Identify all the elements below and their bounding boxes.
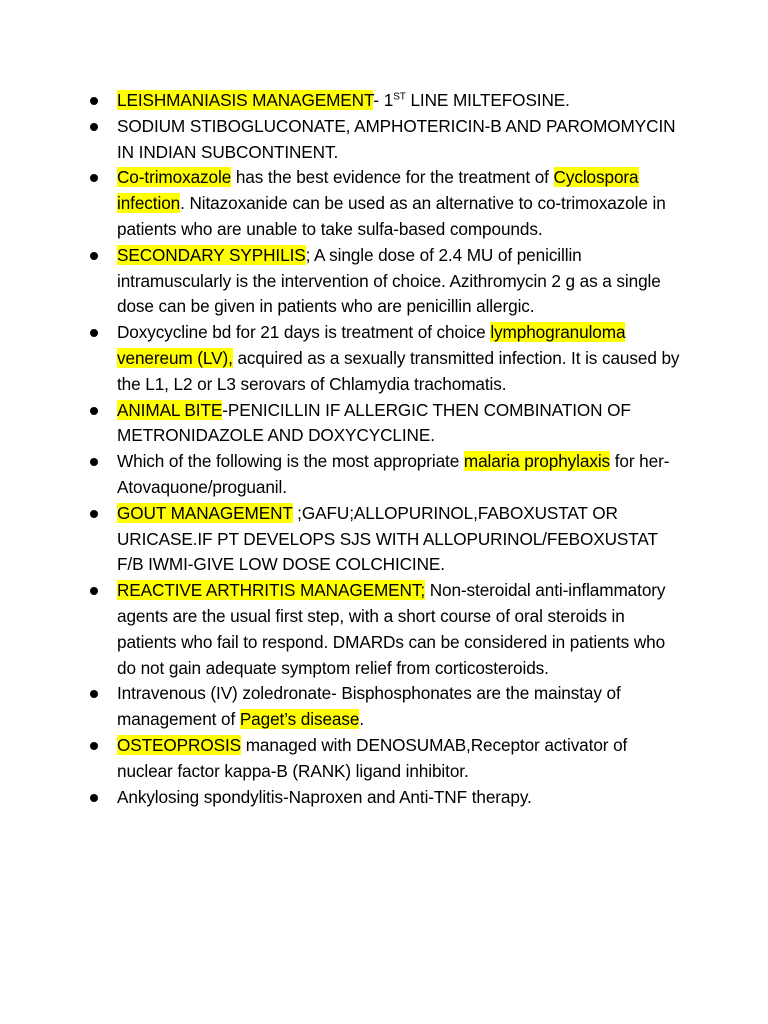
bullet-icon (90, 690, 98, 698)
bullet-icon (90, 97, 98, 105)
bullet-icon (90, 252, 98, 260)
list-item (80, 114, 680, 166)
bullet-list (80, 88, 680, 810)
superscript-text: ST (393, 91, 406, 103)
bullet-icon (90, 174, 98, 182)
bullet-icon (90, 329, 98, 337)
item-text: managed with DENOSUMAB,Receptor activator of nuclear factor kappa-B (RANK) ligand inhibitor. (117, 734, 628, 781)
item-text: -PENICILLIN IF ALLERGIC THEN COMBINATION OF METRONIDAZOLE AND DOXYCYCLINE. (117, 399, 631, 446)
item-text: acquired as a sexually transmitted infection. It is caused by the L1, L2 or L3 serovars of Chlamydia trachomatis. (117, 347, 680, 394)
item-text: LINE MILTEFOSINE. (405, 90, 570, 110)
item-text: . (359, 709, 365, 730)
list-item (80, 785, 680, 811)
list-item (80, 243, 680, 320)
item-text: Doxycycline bd for 21 days is treatment of choice (117, 322, 491, 343)
bullet-icon (90, 510, 98, 518)
item-text: has the best evidence for the treatment of (231, 167, 554, 188)
bullet-icon (90, 742, 98, 750)
list-item (80, 681, 680, 733)
bullet-icon (90, 794, 98, 802)
bullet-icon (90, 458, 98, 466)
list-item (80, 88, 680, 114)
highlighted-term: GOUT MANAGEMENT (117, 502, 293, 523)
item-text: - 1 (373, 90, 394, 110)
list-item (80, 501, 680, 578)
bullet-icon (90, 123, 98, 131)
item-text: ; A single dose of 2.4 MU of penicillin intramuscularly is the intervention of choice. Azithromycin 2 g as a single dose can be given in patients who are penicillin allergic. (117, 244, 661, 317)
list-item (80, 165, 680, 242)
highlighted-term: SECONDARY SYPHILIS (117, 244, 306, 265)
item-text: Which of the following is the most appropriate (117, 451, 464, 472)
highlighted-term: ANIMAL BITE (117, 399, 223, 420)
item-text: Intravenous (IV) zoledronate- Bisphosphonates are the mainstay of management of (117, 683, 621, 730)
item-text: SODIUM STIBOGLUCONATE, AMPHOTERICIN-B AND PAROMOMYCIN IN INDIAN SUBCONTINENT. (117, 115, 676, 162)
list-item (80, 320, 680, 397)
bullet-icon (90, 407, 98, 415)
item-text: ;GAFU;ALLOPURINOL,FABOXUSTAT OR URICASE.IF PT DEVELOPS SJS WITH ALLOPURINOL/FEBOXUSTAT F/B IWMI-GIVE LOW DOSE COLCHICINE. (117, 502, 658, 575)
list-item (80, 398, 680, 450)
list-item (80, 449, 680, 501)
highlighted-term: malaria prophylaxis (463, 451, 611, 472)
item-text: Non-steroidal anti-inflammatory agents are the usual first step, with a short course of oral steroids in patients who fail to respond. DMARDs can be considered in patients who do not gain adequate symptom relief from corticosteroids. (117, 580, 666, 678)
highlighted-term: OSTEOPROSIS (117, 734, 242, 755)
highlighted-term: LEISHMANIASIS MANAGEMENT (117, 90, 374, 110)
highlighted-term: lymphogranuloma venereum (LV), (117, 322, 626, 368)
highlighted-term: REACTIVE ARTHRITIS MANAGEMENT; (117, 580, 426, 601)
item-text: for her-Atovaquone/proguanil. (117, 451, 670, 497)
highlighted-term: Cyclospora infection (117, 167, 639, 214)
bullet-icon (90, 587, 98, 595)
item-text: Ankylosing spondylitis-Naproxen and Anti-TNF therapy. (117, 786, 532, 807)
list-item (80, 733, 680, 785)
highlighted-term: Co-trimoxazole (117, 167, 232, 188)
item-text: . Nitazoxanide can be used as an alternative to co-trimoxazole in patients who are unable to take sulfa-based compounds. (117, 193, 666, 239)
list-item (80, 578, 680, 681)
highlighted-term: Paget’s disease (239, 709, 360, 730)
